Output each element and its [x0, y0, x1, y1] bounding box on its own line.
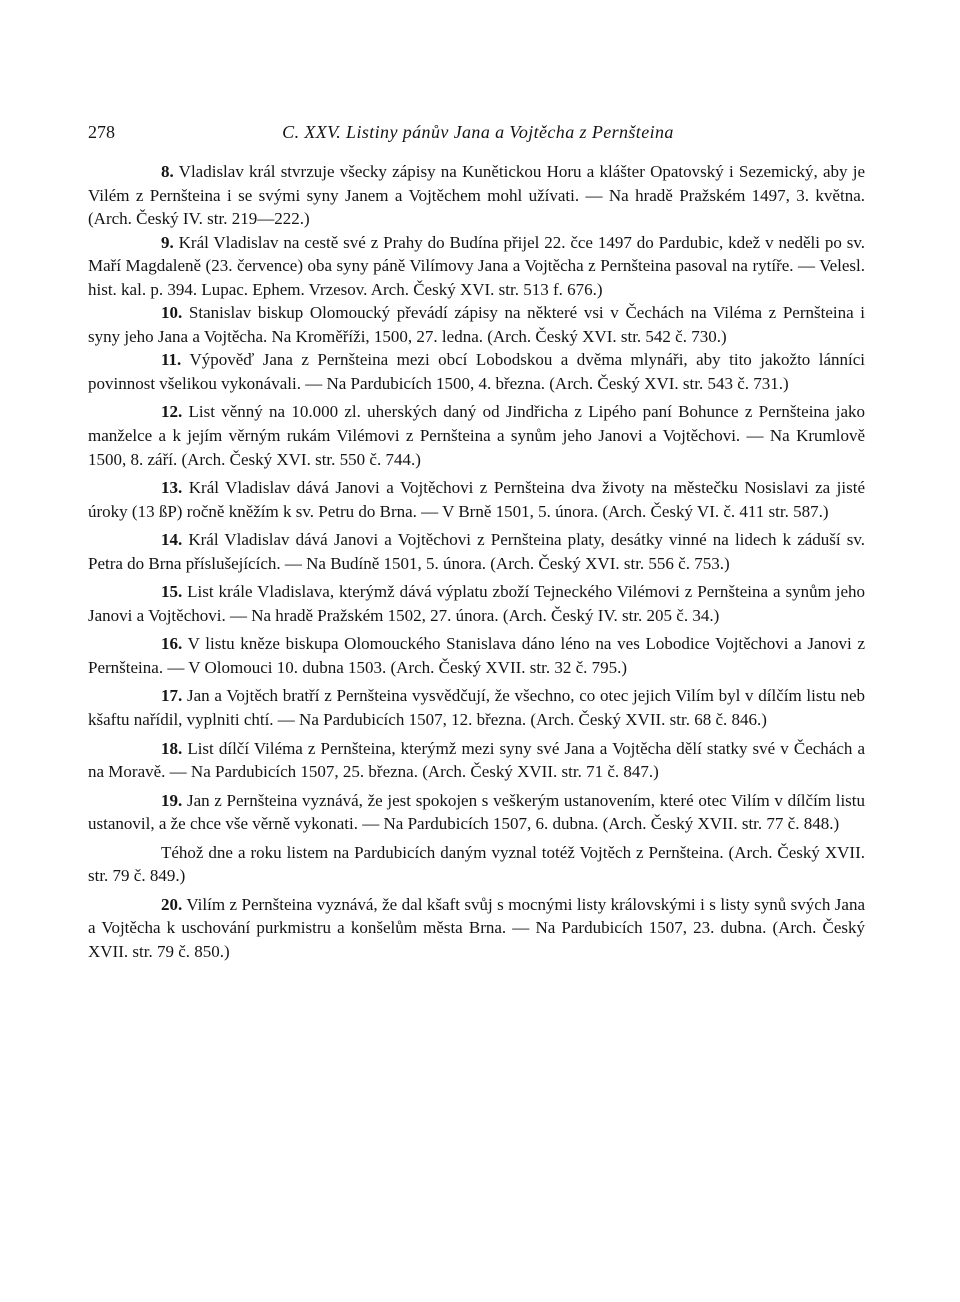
- entry-19: [88, 789, 865, 836]
- entry-text: List dílčí Viléma z Pernšteina, kterýmž mezi syny své Jana a Vojtěcha dělí statky své v Čechách a na Moravě. — Na Pardubicích 1507, 25. března. (Arch. Český XVII. str. 71 č. 847.): [88, 738, 865, 782]
- entry-10: [88, 301, 865, 348]
- entry-number: 19.: [161, 790, 183, 810]
- entry-18: [88, 737, 865, 784]
- entry-number: 11.: [161, 350, 182, 370]
- entry-text: Výpověď Jana z Pernšteina mezi obcí Lobodskou a dvěma mlynáři, aby tito jakožto lánníci povinnost všelikou vykonávali. — Na Pardubicích 1500, 4. března. (Arch. Český XVI. str. 543 č. 731.): [88, 350, 865, 393]
- entry-text: Král Vladislav na cestě své z Prahy do Budína přijel 22. čce 1497 do Pardubic, kdež v neděli po sv. Maří Magdaleně (23. července) oba syny páně Vilímovy Jana a Vojtěcha z Pernšteina pasoval na rytíře. — Velesl. hist. kal. p. 394. Lupac. Ephem. Vrzesov. Arch. Český XVI. str. 513 f. 676.): [88, 232, 865, 299]
- entry-text: List krále Vladislava, kterýmž dává výplatu zboží Tejneckého Vilémovi z Pernšteina a synům jeho Janovi a Vojtěchovi. — Na hradě Pražském 1502, 27. února. (Arch. Český IV. str. 205 č. 34.): [88, 582, 865, 625]
- entry-19-addendum: [88, 841, 865, 888]
- entry-13: [88, 476, 865, 523]
- body-text: [88, 160, 865, 964]
- entry-number: 14.: [161, 530, 183, 550]
- entry-text: Král Vladislav dává Janovi a Vojtěchovi z Pernšteina dva životy na městečku Nosislavi za jisté úroky (13 ßP) ročně kněžím k sv. Petru do Brna. — V Brně 1501, 5. února. (Arch. Český VI. č. 411 str. 587.): [88, 478, 866, 521]
- entry-17: [88, 684, 865, 731]
- entry-text: Vladislav král stvrzuje všecky zápisy na Kunětickou Horu a klášter Opatovský i Sezemický, aby je Vilém z Pernšteina i se svými syny Janem a Vojtěchem mohl užívati. — Na hradě Pražském 1497, 3. května. (Arch. Český IV. str. 219—222.): [88, 162, 865, 229]
- page-header: [88, 120, 868, 144]
- entry-number: 20.: [161, 894, 183, 914]
- entry-number: 15.: [161, 582, 183, 602]
- entry-14: [88, 528, 865, 575]
- entry-12: [88, 400, 865, 471]
- entry-number: 16.: [161, 634, 183, 654]
- running-title: C. XXV. Listiny pánův Jana a Vojtěcha z Pernšteina: [282, 122, 674, 142]
- entry-text: Vilím z Pernšteina vyznává, že dal kšaft svůj s mocnými listy královskými i s listy synů svých Jana a Vojtěcha k uschování purkmistru a konšelům města Brna. — Na Pardubicích 1507, 23. dubna. (Arch. Český XVII. str. 79 č. 850.): [88, 894, 865, 961]
- entry-number: 18.: [161, 738, 183, 758]
- entry-text: Král Vladislav dává Janovi a Vojtěchovi z Pernšteina platy, desátky vinné na lidech k záduší sv. Petra do Brna příslušejících. — Na Budíně 1501, 5. února. (Arch. Český XVI. str. 556 č. 753.): [88, 530, 865, 573]
- entry-number: 12.: [161, 402, 183, 422]
- entry-8: [88, 160, 865, 231]
- entry-text: Téhož dne a roku listem na Pardubicích daným vyznal totéž Vojtěch z Pernšteina. (Arch. Český XVII. str. 79 č. 849.): [88, 842, 865, 886]
- page-number: 278: [88, 122, 115, 142]
- entry-number: 8.: [161, 162, 174, 181]
- entry-16: [88, 632, 865, 679]
- entry-number: 10.: [161, 303, 183, 323]
- entry-text: Stanislav biskup Olomoucký převádí zápisy na některé vsi v Čechách na Viléma z Pernšteina i syny jeho Jana a Vojtěcha. Na Kroměříži, 1500, 27. ledna. (Arch. Český XVI. str. 542 č. 730.): [88, 303, 866, 346]
- entry-text: List věnný na 10.000 zl. uherských daný od Jindřicha z Lipého paní Bohunce z Pernšteina jako manželce a k jejím věrným rukám Vilémovi z Pernšteina a synům jeho Janovi a Vojtěchovi. — Na Krumlově 1500, 8. září. (Arch. Český XVI. str. 550 č. 744.): [88, 402, 865, 469]
- entry-number: 17.: [161, 686, 183, 706]
- entry-11: [88, 348, 865, 395]
- entry-text: Jan z Pernšteina vyznává, že jest spokojen s veškerým ustanovením, které otec Vilím v dílčím listu ustanovil, a že chce vše věrně vykonati. — Na Pardubicích 1507, 6. dubna. (Arch. Český XVII. str. 77 č. 848.): [88, 790, 865, 834]
- entry-15: [88, 580, 865, 627]
- entry-9: [88, 231, 865, 302]
- entry-text: Jan a Vojtěch bratří z Pernšteina vysvědčují, že všechno, co otec jejich Vilím byl v dílčím listu neb kšaftu nařídil, vyplniti chtí. — Na Pardubicích 1507, 12. března. (Arch. Český XVII. str. 68 č. 846.): [88, 686, 865, 730]
- entry-text: V listu kněze biskupa Olomouckého Stanislava dáno léno na ves Lobodice Vojtěchovi a Janovi z Pernšteina. — V Olomouci 10. dubna 1503. (Arch. Český XVII. str. 32 č. 795.): [88, 634, 865, 677]
- entry-number: 13.: [161, 478, 183, 498]
- entry-number: 9.: [161, 232, 174, 252]
- entry-20: [88, 893, 865, 964]
